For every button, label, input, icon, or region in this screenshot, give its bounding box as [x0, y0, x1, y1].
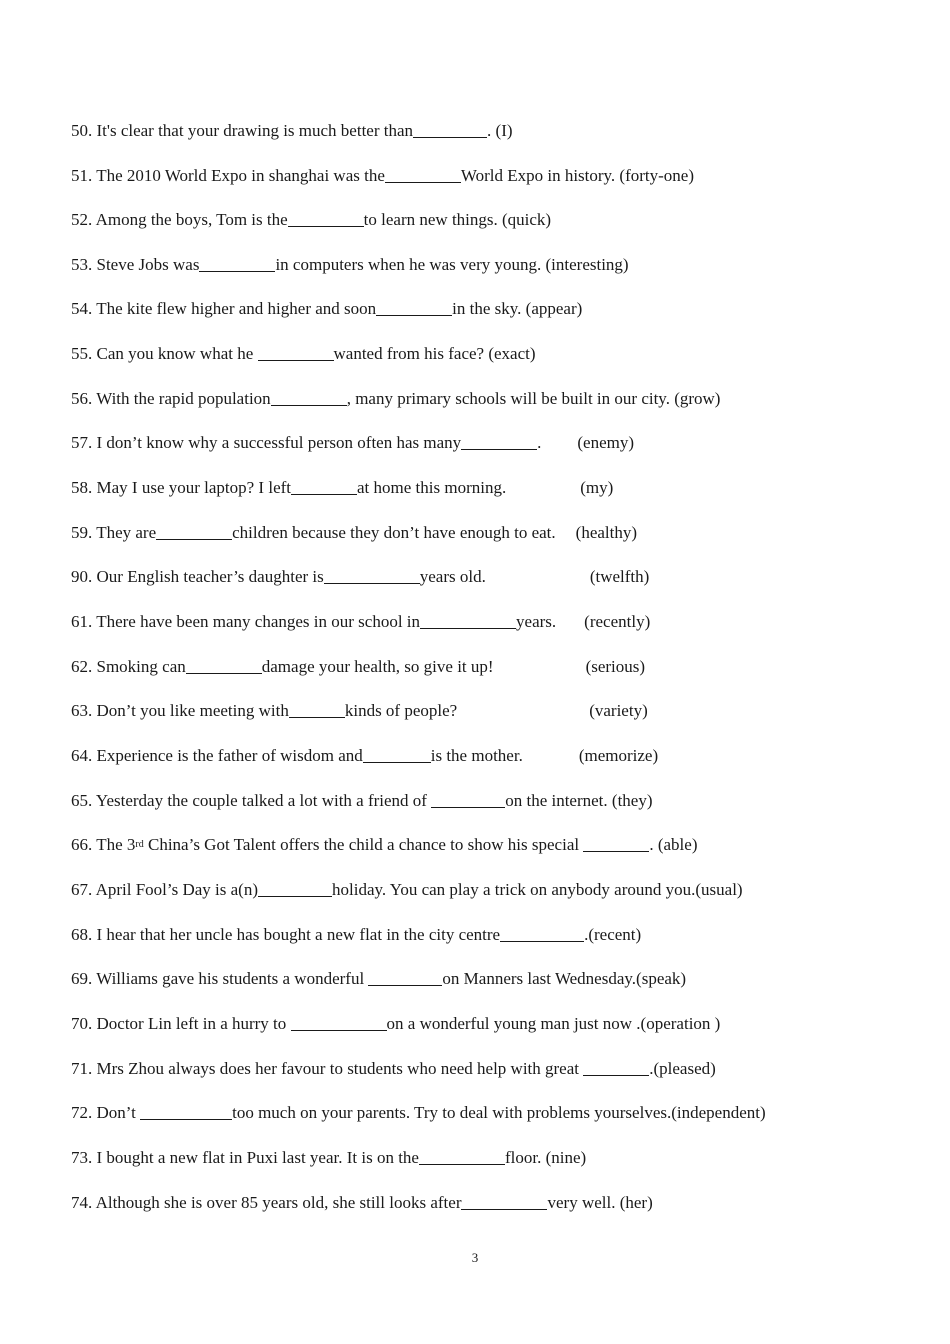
answer-blank[interactable] — [376, 301, 452, 316]
answer-blank[interactable] — [461, 1195, 547, 1210]
answer-blank[interactable] — [461, 435, 537, 450]
answer-blank[interactable] — [420, 614, 516, 629]
question-63: 63. Don’t you like meeting with kinds of people? (variety) — [71, 701, 648, 720]
answer-blank[interactable] — [431, 793, 505, 808]
answer-blank[interactable] — [199, 257, 275, 272]
answer-blank[interactable] — [271, 391, 347, 406]
question-73: 73. I bought a new flat in Puxi last year. It is on the floor. (nine) — [71, 1148, 587, 1167]
answer-blank[interactable] — [186, 659, 262, 674]
answer-blank[interactable] — [385, 168, 461, 183]
answer-blank[interactable] — [419, 1150, 505, 1165]
question-52: 52. Among the boys, Tom is the to learn new things. (quick) — [71, 210, 552, 229]
page-number: 3 — [471, 1250, 479, 1265]
question-57: 57. I don’t know why a successful person often has many . (enemy) — [71, 433, 635, 452]
question-65: 65. Yesterday the couple talked a lot with a friend of on the internet. (they) — [71, 791, 653, 810]
answer-blank[interactable] — [258, 346, 334, 361]
question-70: 70. Doctor Lin left in a hurry to on a wonderful young man just now .(operation ) — [71, 1014, 721, 1033]
answer-blank[interactable] — [288, 212, 364, 227]
question-50: 50. It's clear that your drawing is much better than . (I) — [71, 121, 513, 140]
question-64: 64. Experience is the father of wisdom and is the mother. (memorize) — [71, 746, 659, 765]
answer-blank[interactable] — [324, 569, 420, 584]
question-51: 51. The 2010 World Expo in shanghai was the World Expo in history. (forty-one) — [71, 166, 695, 185]
question-90: 90. Our English teacher’s daughter is years old. (twelfth) — [71, 567, 650, 586]
question-55: 55. Can you know what he wanted from his face? (exact) — [71, 344, 536, 363]
question-59: 59. They are children because they don’t have enough to eat. (healthy) — [71, 523, 638, 542]
answer-blank[interactable] — [583, 1061, 649, 1076]
question-56: 56. With the rapid population , many primary schools will be built in our city. (grow) — [71, 389, 721, 408]
question-66: 66. The 3rd China’s Got Talent offers the child a chance to show his special . (able) — [71, 835, 698, 854]
answer-blank[interactable] — [583, 837, 649, 852]
answer-blank[interactable] — [289, 703, 345, 718]
answer-blank[interactable] — [413, 123, 487, 138]
answer-blank[interactable] — [140, 1105, 232, 1120]
question-54: 54. The kite flew higher and higher and soon in the sky. (appear) — [71, 299, 583, 318]
question-62: 62. Smoking can damage your health, so give it up! (serious) — [71, 657, 646, 676]
answer-blank[interactable] — [291, 480, 357, 495]
question-69: 69. Williams gave his students a wonderful on Manners last Wednesday.(speak) — [71, 969, 687, 988]
answer-blank[interactable] — [368, 971, 442, 986]
answer-blank[interactable] — [363, 748, 431, 763]
question-67: 67. April Fool’s Day is a(n) holiday. You can play a trick on anybody around you.(usual) — [71, 880, 743, 899]
question-74: 74. Although she is over 85 years old, she still looks after very well. (her) — [71, 1193, 653, 1212]
answer-blank[interactable] — [156, 525, 232, 540]
question-68: 68. I hear that her uncle has bought a new flat in the city centre .(recent) — [71, 925, 642, 944]
question-61: 61. There have been many changes in our school in years. (recently) — [71, 612, 651, 631]
question-53: 53. Steve Jobs was in computers when he was very young. (interesting) — [71, 255, 629, 274]
question-58: 58. May I use your laptop? I left at home this morning. (my) — [71, 478, 614, 497]
question-71: 71. Mrs Zhou always does her favour to students who need help with great .(pleased) — [71, 1059, 716, 1078]
answer-blank[interactable] — [500, 927, 584, 942]
question-72: 72. Don’t too much on your parents. Try to deal with problems yourselves.(independent) — [71, 1103, 766, 1122]
answer-blank[interactable] — [258, 882, 332, 897]
answer-blank[interactable] — [291, 1016, 387, 1031]
